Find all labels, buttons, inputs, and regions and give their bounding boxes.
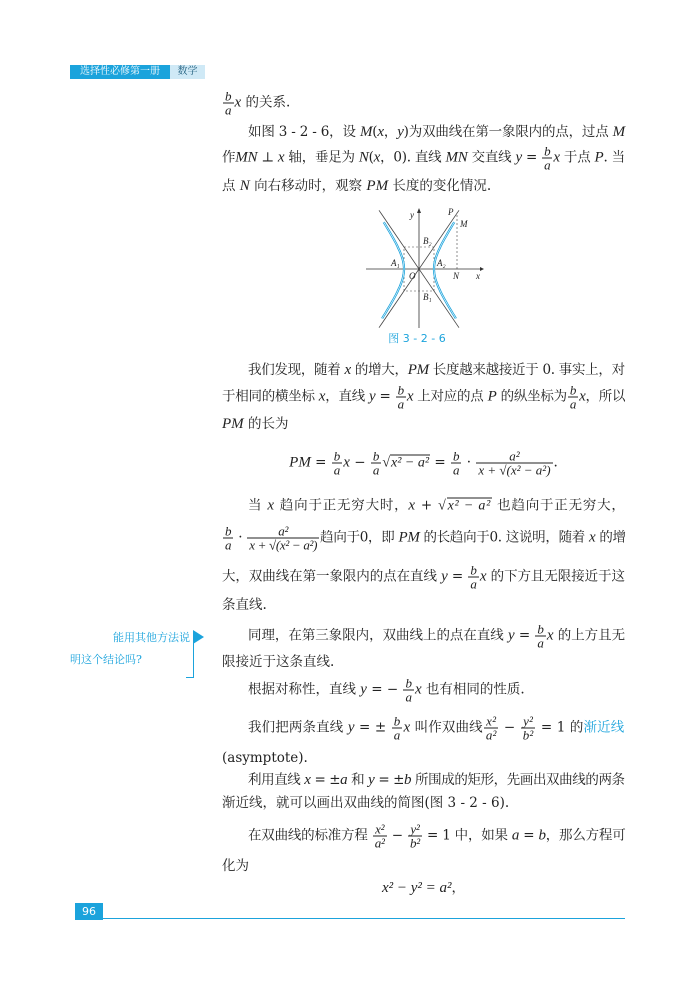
text-run: 也有相同的性质. bbox=[421, 681, 525, 698]
text-line bbox=[222, 122, 625, 142]
denominator: a bbox=[225, 537, 232, 553]
highlighted-term: 渐近线 bbox=[583, 719, 625, 736]
text-run: ⊥ bbox=[257, 149, 278, 166]
text-run: 长度的变化情况. bbox=[388, 178, 492, 194]
numerator: b bbox=[470, 562, 477, 578]
math-symbol: a bbox=[340, 772, 348, 788]
math-symbol: P bbox=[487, 388, 497, 405]
text-run: 渐近线，就可以画出双曲线的简图(图 3 - 2 - 6). bbox=[222, 795, 510, 811]
denominator: x + √(x² − a²) bbox=[249, 537, 318, 553]
text-run: 的下方且无限接近于这 bbox=[486, 568, 625, 585]
math-symbol: PM bbox=[398, 529, 420, 546]
text-run: + bbox=[415, 497, 439, 514]
text-run: 叫作双曲线 bbox=[410, 719, 483, 736]
text-line bbox=[222, 90, 625, 117]
text-line-content bbox=[382, 878, 465, 898]
math-symbol: PM bbox=[289, 454, 311, 471]
text-run: − bbox=[499, 719, 520, 736]
denominator: a bbox=[537, 635, 544, 651]
math-fraction bbox=[468, 564, 478, 591]
text-run: 如图 3 - 2 - 6，设 bbox=[248, 124, 360, 140]
text-run: = ± bbox=[310, 772, 341, 788]
text-line-content bbox=[248, 715, 624, 742]
math-symbol: y bbox=[360, 681, 367, 698]
label-O: O bbox=[409, 271, 416, 281]
side-note-line-2: 明这个结论吗? bbox=[70, 653, 142, 666]
text-run: 当 bbox=[248, 497, 268, 514]
text-run: = 1 的 bbox=[536, 719, 584, 736]
text-line bbox=[222, 770, 625, 790]
math-symbol: y bbox=[369, 388, 376, 405]
text-run: 在双曲线的标准方程 bbox=[248, 827, 372, 844]
math-symbol: x bbox=[588, 529, 596, 546]
text-line bbox=[222, 496, 625, 517]
text-run: = bbox=[430, 454, 450, 471]
math-symbol: MN bbox=[235, 149, 258, 166]
numerator: x² bbox=[486, 713, 497, 729]
text-line-content bbox=[248, 677, 525, 704]
math-symbol: PM bbox=[407, 362, 429, 378]
text-run: − bbox=[349, 454, 370, 471]
text-line bbox=[222, 564, 625, 591]
text-line bbox=[222, 595, 625, 615]
math-symbol: PM bbox=[222, 416, 244, 432]
math-symbol: x bbox=[546, 627, 554, 644]
math-symbol: y bbox=[368, 772, 375, 788]
denominator: a bbox=[397, 396, 404, 412]
denominator: a bbox=[470, 576, 477, 592]
math-symbol: x bbox=[277, 149, 285, 166]
text-run: 也趋向于正无穷大， bbox=[492, 497, 626, 514]
label-P: P bbox=[448, 207, 454, 217]
hyperbola-figure bbox=[362, 206, 487, 331]
text-run: 上对应的点 bbox=[413, 388, 488, 405]
text-run: 所围成的矩形，先画出双曲线的两条 bbox=[411, 772, 625, 788]
text-run: 轴，垂足为 bbox=[284, 149, 359, 166]
text-run: 趋向于0，即 bbox=[320, 529, 399, 546]
math-fraction bbox=[373, 823, 387, 850]
text-line-content bbox=[248, 770, 625, 790]
text-run: 的增大， bbox=[350, 362, 408, 378]
text-line-content bbox=[222, 856, 249, 876]
math-fraction bbox=[521, 715, 536, 742]
side-note bbox=[70, 627, 190, 671]
text-run: 同理，在第三象限内，双曲线上的点在直线 bbox=[248, 627, 508, 644]
numerator: a² bbox=[509, 448, 520, 464]
text-line-content bbox=[222, 176, 491, 196]
page-number: 96 bbox=[75, 903, 103, 920]
math-fraction bbox=[403, 677, 414, 704]
text-run: 的纵坐标为 bbox=[496, 388, 567, 405]
math-symbol: PM bbox=[366, 178, 389, 194]
denominator: x + √(x² − a²) bbox=[478, 462, 551, 478]
math-fraction bbox=[451, 450, 462, 477]
math-symbol: x bbox=[479, 568, 487, 585]
text-run: 根据对称性，直线 bbox=[248, 681, 361, 698]
denominator: a bbox=[569, 396, 577, 412]
numerator: b bbox=[372, 448, 380, 464]
math-fraction bbox=[476, 450, 552, 477]
header-book-title: 选择性必修第一册 bbox=[70, 65, 170, 79]
text-line bbox=[222, 715, 625, 742]
text-run: 化为 bbox=[222, 858, 249, 874]
math-fraction bbox=[484, 715, 499, 742]
text-run: 长度越来越接近于 0. 事实上，对 bbox=[428, 362, 625, 378]
text-run: = − bbox=[366, 681, 403, 698]
text-run: 于点 bbox=[559, 149, 595, 166]
text-line-content bbox=[248, 496, 626, 517]
text-run: 的长为 bbox=[243, 416, 289, 432]
math-symbol: x bbox=[373, 149, 381, 166]
text-line-content bbox=[248, 823, 626, 850]
math-symbol: y bbox=[515, 149, 522, 166]
math-symbol: x bbox=[377, 124, 384, 140]
text-run: = bbox=[310, 454, 331, 471]
numerator: b bbox=[452, 448, 460, 464]
text-line bbox=[222, 823, 625, 850]
denominator: a bbox=[544, 157, 551, 173]
math-symbol: x² − y² = a² bbox=[381, 880, 452, 896]
denominator: a bbox=[225, 102, 232, 118]
numerator: b bbox=[537, 621, 544, 637]
text-line-content bbox=[222, 595, 267, 615]
math-fraction bbox=[223, 90, 234, 117]
x-axis-arrow-icon bbox=[480, 267, 484, 271]
math-fraction bbox=[223, 525, 233, 552]
radical-sign: √ bbox=[382, 455, 390, 471]
text-run: ， bbox=[383, 124, 398, 140]
math-symbol: x bbox=[579, 388, 586, 405]
label-B1: B₁ bbox=[423, 292, 432, 302]
label-N: N bbox=[453, 271, 460, 281]
math-fraction bbox=[408, 823, 422, 850]
text-run: = ± bbox=[374, 772, 405, 788]
math-symbol: N bbox=[239, 178, 250, 194]
text-line-content bbox=[222, 384, 625, 411]
text-run: . bbox=[553, 454, 558, 471]
denominator: a bbox=[372, 462, 380, 478]
math-symbol: x bbox=[408, 497, 416, 514]
text-line bbox=[222, 450, 625, 477]
text-run: · bbox=[462, 454, 476, 471]
label-x: x bbox=[476, 271, 480, 281]
text-line bbox=[222, 145, 625, 172]
text-run: ，直线 bbox=[325, 388, 370, 405]
numerator: a² bbox=[278, 523, 289, 539]
text-line bbox=[222, 878, 625, 898]
text-line bbox=[222, 623, 625, 650]
text-run: 我们把两条直线 bbox=[248, 719, 348, 736]
text-line-content bbox=[222, 652, 334, 672]
math-fraction bbox=[568, 384, 578, 411]
math-symbol: MN bbox=[445, 149, 468, 166]
text-run: (asymptote). bbox=[222, 750, 308, 766]
footer-rule bbox=[103, 918, 625, 919]
math-fraction bbox=[535, 623, 545, 650]
text-line-content bbox=[222, 564, 625, 591]
label-M: M bbox=[460, 219, 468, 229]
radicand: x² − a² bbox=[391, 455, 430, 471]
text-run: 作 bbox=[222, 149, 236, 166]
label-y: y bbox=[410, 210, 414, 220]
text-run: − bbox=[387, 827, 407, 844]
text-line-content bbox=[222, 90, 290, 117]
math-fraction bbox=[542, 145, 552, 172]
math-fraction bbox=[371, 450, 382, 477]
side-note-bracket-foot bbox=[186, 677, 194, 678]
label-A1: A₁ bbox=[391, 258, 400, 268]
text-run: = bbox=[375, 388, 395, 405]
text-line bbox=[222, 384, 625, 411]
numerator: b bbox=[225, 523, 232, 539]
text-line-content bbox=[222, 414, 288, 434]
math-symbol: P bbox=[594, 149, 604, 166]
label-A2: A₂ bbox=[437, 258, 446, 268]
math-symbol: a bbox=[511, 827, 520, 844]
text-run: 向右移动时，观察 bbox=[249, 178, 367, 194]
text-run: = 1 中，如果 bbox=[422, 827, 512, 844]
text-run: 交直线 bbox=[467, 149, 516, 166]
math-sqrt bbox=[382, 455, 430, 471]
radicand: x² − a² bbox=[447, 498, 492, 514]
math-fraction bbox=[247, 525, 319, 552]
text-run: 的长趋向于0. 这说明，随着 bbox=[419, 529, 589, 546]
text-run: . 当 bbox=[603, 149, 625, 166]
y-axis-arrow-icon bbox=[417, 208, 421, 213]
text-run: ，所以 bbox=[585, 388, 626, 405]
text-line-content bbox=[222, 793, 509, 813]
text-line bbox=[222, 652, 625, 672]
numerator: b bbox=[225, 88, 232, 104]
denominator: b² bbox=[409, 835, 420, 851]
numerator: b bbox=[569, 382, 577, 398]
math-symbol: x bbox=[406, 388, 414, 405]
text-run: ， bbox=[451, 880, 466, 896]
numerator: y² bbox=[410, 821, 420, 837]
text-run: 和 bbox=[347, 772, 369, 788]
text-run: 点 bbox=[222, 178, 240, 194]
math-fraction bbox=[392, 715, 403, 742]
text-run: 利用直线 bbox=[248, 772, 305, 788]
text-line-content bbox=[248, 623, 625, 650]
text-line-content bbox=[222, 525, 626, 552]
text-line bbox=[222, 677, 625, 704]
math-symbol: x bbox=[403, 719, 411, 736]
text-run: = bbox=[521, 149, 542, 166]
text-run: 的上方且无 bbox=[553, 627, 626, 644]
math-fraction bbox=[332, 450, 343, 477]
text-run: ( bbox=[368, 149, 374, 166]
denominator: b² bbox=[522, 727, 534, 743]
text-line bbox=[222, 793, 625, 813]
numerator: b bbox=[333, 448, 341, 464]
side-note-bracket bbox=[193, 640, 194, 677]
text-line-content bbox=[222, 748, 308, 768]
header-subject: 数学 bbox=[170, 65, 205, 79]
figure-caption: 图 3 - 2 - 6 bbox=[388, 332, 446, 345]
numerator: b bbox=[405, 675, 412, 691]
numerator: y² bbox=[523, 713, 534, 729]
text-run: 于相同的横坐标 bbox=[222, 388, 319, 405]
text-run: 的增 bbox=[595, 529, 626, 546]
numerator: b bbox=[544, 143, 551, 159]
hyperbola-left-branch bbox=[382, 222, 404, 318]
text-run: = bbox=[519, 827, 539, 844]
denominator: a bbox=[333, 462, 341, 478]
text-run: 条直线. bbox=[222, 597, 267, 613]
denominator: a² bbox=[374, 835, 385, 851]
text-run: 的关系. bbox=[241, 94, 291, 111]
text-run: 大，双曲线在第一象限内的点在直线 bbox=[222, 568, 442, 585]
numerator: b bbox=[397, 382, 404, 398]
text-run: · bbox=[234, 529, 247, 546]
text-run: ，那么方程可 bbox=[545, 827, 626, 844]
math-symbol: x bbox=[267, 497, 275, 514]
text-line-content bbox=[289, 450, 558, 477]
text-line bbox=[222, 748, 625, 768]
side-note-arrow-icon bbox=[193, 630, 204, 644]
text-run: = bbox=[514, 627, 535, 644]
math-fraction bbox=[396, 384, 406, 411]
math-symbol: N bbox=[358, 149, 369, 166]
text-run: 我们发现，随着 bbox=[248, 362, 345, 378]
math-symbol: x bbox=[343, 454, 350, 471]
math-symbol: y bbox=[397, 124, 404, 140]
text-line-content bbox=[248, 360, 625, 380]
math-symbol: x bbox=[414, 681, 422, 698]
text-run: ( bbox=[372, 124, 378, 140]
math-symbol: x bbox=[553, 149, 560, 166]
radical-sign: √ bbox=[438, 498, 447, 514]
side-note-line-1: 能用其他方法说 bbox=[113, 631, 190, 644]
math-symbol: y bbox=[347, 719, 355, 736]
math-symbol: y bbox=[508, 627, 515, 644]
text-run: = bbox=[447, 568, 468, 585]
denominator: a bbox=[452, 462, 460, 478]
text-run: = ± bbox=[354, 719, 391, 736]
math-symbol: b bbox=[538, 827, 546, 844]
math-symbol: x bbox=[318, 388, 326, 405]
text-run: 趋向于正无穷大时， bbox=[274, 497, 409, 514]
label-B2: B₂ bbox=[423, 236, 432, 246]
math-symbol: x bbox=[234, 94, 242, 111]
text-run: ，0). 直线 bbox=[380, 149, 446, 166]
math-symbol: y bbox=[441, 568, 448, 585]
text-line-content bbox=[222, 145, 625, 172]
text-run: 限接近于这条直线. bbox=[222, 654, 335, 670]
text-line bbox=[222, 360, 625, 380]
text-line bbox=[222, 176, 625, 196]
denominator: a bbox=[393, 727, 401, 743]
math-symbol: b bbox=[404, 772, 412, 788]
math-symbol: M bbox=[359, 124, 373, 140]
math-symbol: M bbox=[612, 124, 625, 140]
math-sqrt bbox=[438, 498, 492, 514]
text-line bbox=[222, 525, 625, 552]
math-symbol: x bbox=[304, 772, 311, 788]
text-run: )为双曲线在第一象限内的点，过点 bbox=[403, 124, 613, 140]
text-line bbox=[222, 414, 625, 434]
math-symbol: x bbox=[344, 362, 351, 378]
text-line-content bbox=[248, 122, 625, 142]
denominator: a² bbox=[485, 727, 497, 743]
numerator: x² bbox=[375, 821, 385, 837]
numerator: b bbox=[393, 713, 401, 729]
denominator: a bbox=[405, 689, 412, 705]
text-line bbox=[222, 856, 625, 876]
